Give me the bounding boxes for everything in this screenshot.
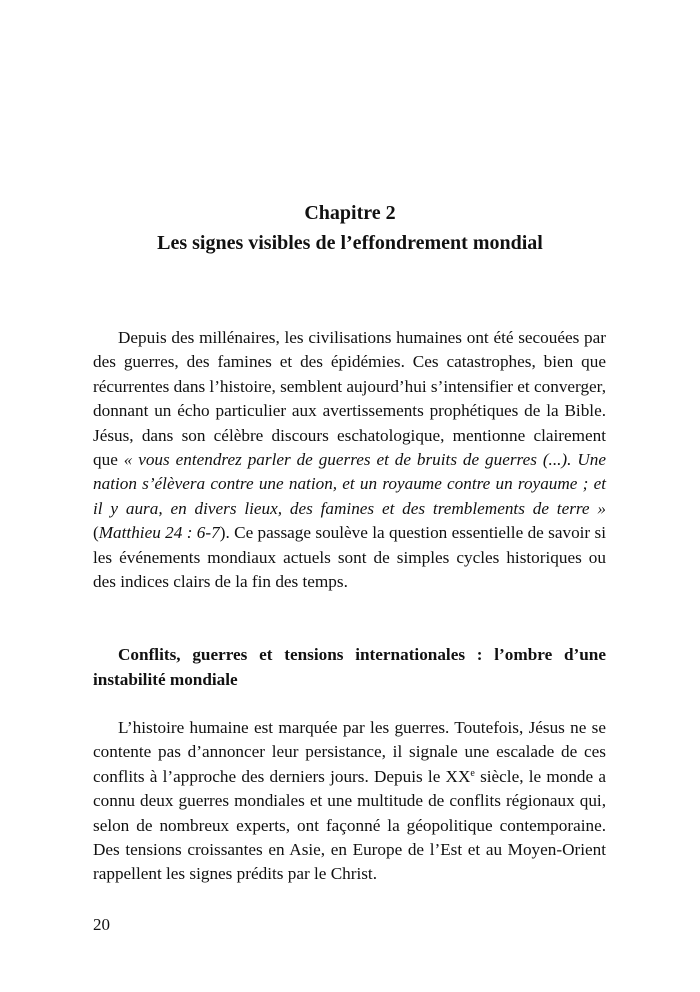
section-text-b: siècle, le monde a connu deux guerres mondiales et une multitude de conflits régionaux qui, selon de nombreux experts, ont façonné la géopolitique contemporaine. Des tensions croissantes en Asie, en Europe de l’Est et au Moyen-Orient rappellent les signes prédits par le Christ.	[93, 766, 607, 884]
section-text-a: L’histoire humaine est marquée par les guerres. Toutefois, Jésus ne se contente pas d’annoncer leur persistance, il signale une escalade de ces conflits à l’approche des derniers jours. Depuis le XX	[93, 718, 606, 786]
section-paragraph	[93, 716, 606, 887]
page-number: 20	[93, 915, 110, 934]
bible-quote: « vous entendrez parler de guerres et de bruits de guerres (...). Une nation s’élèvera contre une nation, et un royaume contre un royaume ; et il y aura, en divers lieux, des famines et des tremblements de terre »	[93, 450, 606, 518]
chapter-heading	[0, 198, 700, 258]
century-superscript: e	[470, 767, 475, 779]
intro-paragraph	[93, 326, 606, 594]
section-heading: Conflits, guerres et tensions internationales : l’ombre d’une instabilité mondiale	[93, 645, 606, 689]
bible-reference: Matthieu 24 : 6-7	[98, 523, 220, 543]
chapter-number: Chapitre 2	[304, 202, 396, 224]
intro-text: Depuis des millénaires, les civilisations humaines ont été secouées par des guerres, des famines et des épidémies. Ces catastrophes, bien que récurrentes dans l’histoire, semblent aujourd’hui s’intensifier et converger, donnant un écho particulier aux avertissements prophétiques de la Bible. Jésus, dans son célèbre discours eschatologique, mentionne clairement que	[93, 328, 607, 470]
intro-paragraph-block	[93, 326, 606, 594]
reference-open: (	[93, 523, 99, 543]
section-paragraph-block	[93, 716, 606, 887]
intro-closing-text: ). Ce passage soulève la question essentielle de savoir si les événements mondiaux actuels sont de simples cycles historiques ou des indices clairs de la fin des temps.	[93, 523, 606, 592]
chapter-title: Les signes visibles de l’effondrement mondial	[157, 232, 543, 254]
